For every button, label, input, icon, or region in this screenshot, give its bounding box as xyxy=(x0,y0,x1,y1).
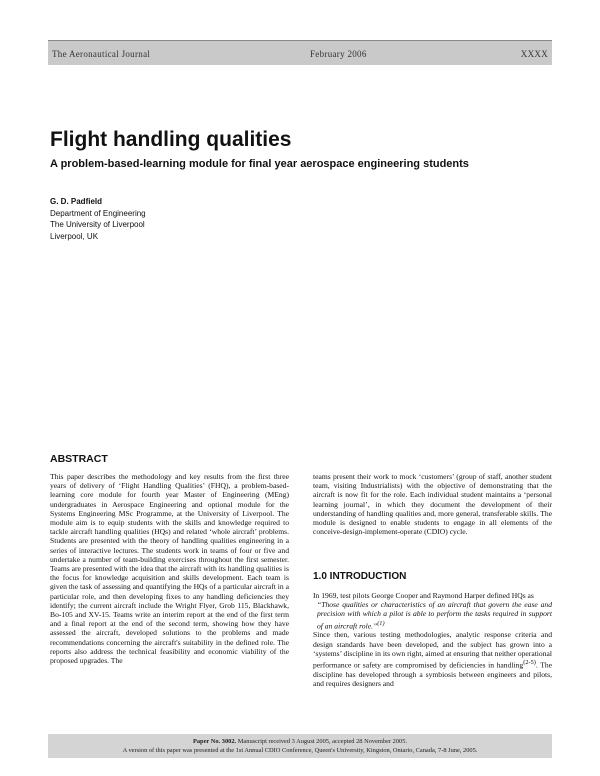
paper-subtitle: A problem-based-learning module for final year aerospace engineering students xyxy=(50,158,469,170)
paper-title: Flight handling qualities xyxy=(50,128,292,151)
quote-citation: (1) xyxy=(377,619,385,627)
conference-note: A version of this paper was presented at the 1st Annual CDIO Conference, Queen's University, Kingston, Ontario, Canada, 7-8 June, 2005. xyxy=(122,747,478,754)
author-department: Department of Engineering xyxy=(50,208,146,218)
abstract-text-right: teams present their work to mock ‘customers’ (group of staff, another student team, visiting Industrialists) with the objective of demonstrating that the aircraft is now fit for the role. Each individual student maintains a ‘personal learning journal’, in which they document the development of their understanding of handling qualities and, more general, transferable skills. The module is designed to enable students to engage in all elements of the conceive-design-implement-operate (CDIO) cycle. xyxy=(313,472,552,537)
received-dates: Manuscript received 3 August 2005, accepted 28 November 2005. xyxy=(236,738,408,745)
intro-paragraph-2: Since then, various testing methodologies, analytic response criteria and design standards have been developed, and the subject has grown into a ‘systems’ discipline in its own right, aimed at ensuring that neither operational performance or safety are compromised by deficiencies in handling xyxy=(313,630,552,670)
author-name: G. D. Padfield xyxy=(50,197,103,206)
abstract-text-left: This paper describes the methodology and key results from the first three years of delivery of ‘Flight Handling Qualities’ (FHQ), a problem-based-learning core module for fourth year Master of Engineering (MEng) undergraduates in Aerospace Engineering and optional module for the Systems Engineering MSc Programme, at the University of Liverpool. The module aim is to equip students with the skills and knowledge required to tackle aircraft handling qualities (HQs) and related ‘whole aircraft’ problems. Students are presented with the theory of handling qualities engineering in a series of interactive lectures. The students work in teams of four or five and undertake a number of team-building exercises throughout the first semester. Teams are presented with the idea that the aircraft with its handling qualities is the focus for knowledge acquisition and skills development. Each team is given the task of assessing and quantifying the HQs of a particular aircraft in a particular role, and then developing fixes to any handling deficiencies they identify; the current aircraft include the Wright Flyer, Grob 115, Blackhawk, Bo-105 and XV-15. Teams write an interim report at the end of the first term and a final report at the end of the second term, showing how they have assessed the aircraft, developed solutions to the problems and made recommendations concerning the aircraft's suitability in the defined role. The reports also address the technical feasibility and economic viability of the proposed upgrades. The xyxy=(50,472,289,666)
issue-date: February 2006 xyxy=(310,49,367,59)
handling-citation: (2-5) xyxy=(523,658,536,666)
author-university: The University of Liverpool xyxy=(50,220,145,229)
cooper-harper-quote xyxy=(313,600,552,630)
manuscript-info xyxy=(48,738,552,745)
author-block xyxy=(50,196,146,242)
footnote-box xyxy=(48,734,552,758)
paper-number: Paper No. 3002. xyxy=(192,738,237,745)
intro-paragraph-1: In 1969, test pilots George Cooper and Raymond Harper defined HQs as xyxy=(313,591,534,600)
quote-text: “Those qualities or characteristics of an aircraft that govern the ease and precision with which a pilot is able to perform the tasks required in support of an aircraft role.” xyxy=(317,600,552,631)
journal-name: The Aeronautical Journal xyxy=(52,49,151,59)
running-header xyxy=(48,40,552,65)
abstract-heading: ABSTRACT xyxy=(50,453,108,465)
introduction-heading: 1.0 INTRODUCTION xyxy=(313,571,407,582)
intro-paragraph-3: . The discipline has developed through a symbiosis between engineers and pilots, and requires designers and xyxy=(313,660,552,688)
author-city: Liverpool, UK xyxy=(50,231,99,241)
page-number: XXXX xyxy=(520,49,548,59)
introduction-body xyxy=(313,591,552,688)
